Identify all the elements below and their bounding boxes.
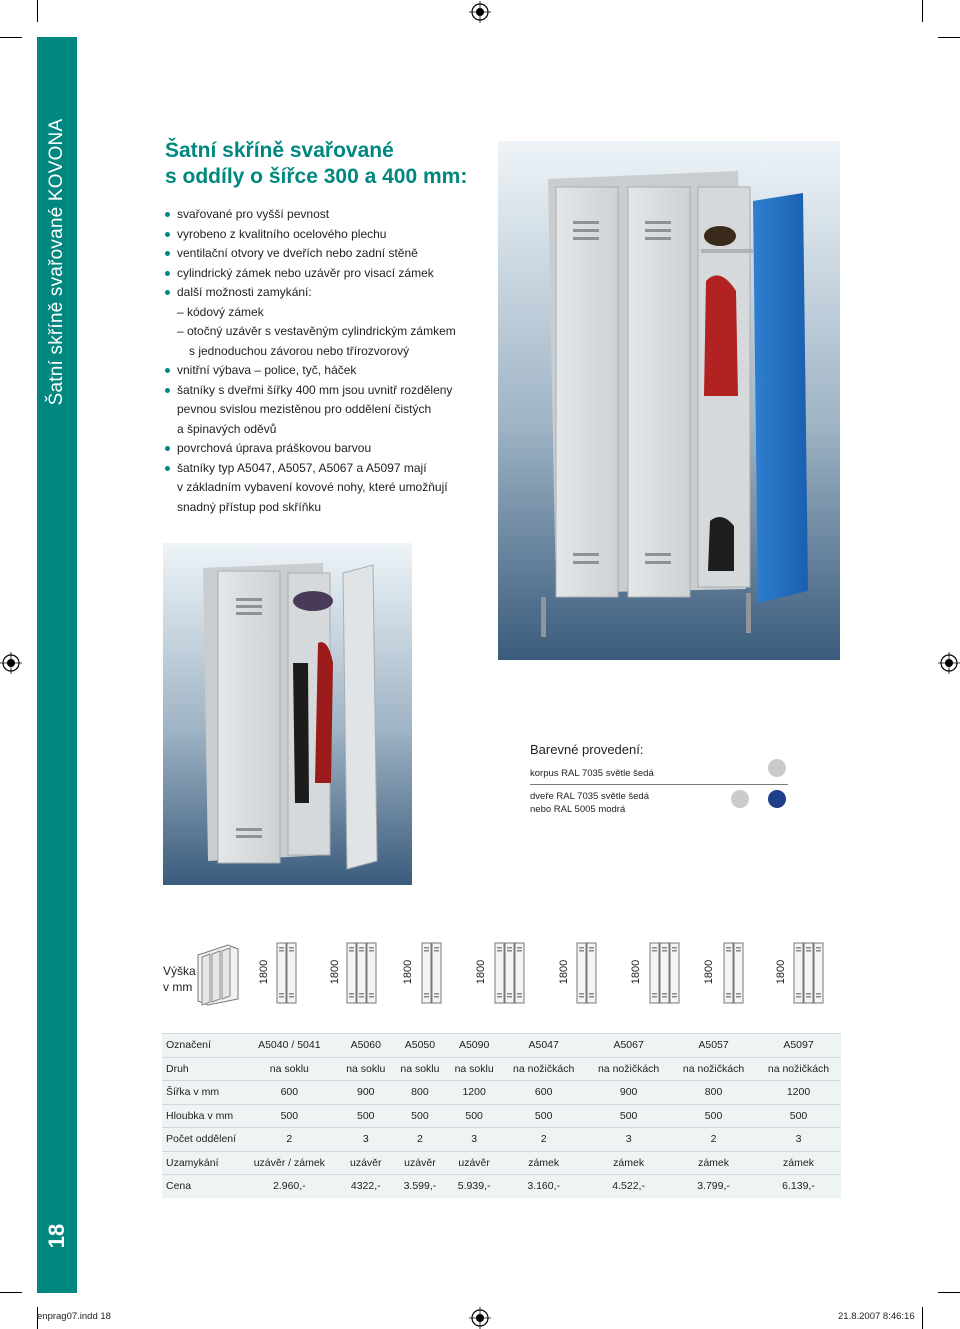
table-cell: A5060 bbox=[339, 1034, 393, 1058]
row-label: Počet oddělení bbox=[162, 1128, 240, 1152]
locker-perspective-icon bbox=[194, 941, 242, 1007]
row-label: Označení bbox=[162, 1034, 240, 1058]
table-cell: 5.939,- bbox=[447, 1175, 501, 1198]
swatch-door-blue bbox=[768, 790, 786, 808]
table-cell: 500 bbox=[240, 1104, 339, 1128]
table-cell: A5097 bbox=[756, 1034, 841, 1058]
registration-mark-right bbox=[938, 652, 960, 674]
table-cell: 3 bbox=[447, 1128, 501, 1152]
registration-mark-bottom bbox=[469, 1307, 491, 1329]
row-label: Cena bbox=[162, 1175, 240, 1198]
product-photo-small bbox=[163, 543, 412, 885]
swatch-light-grey bbox=[768, 759, 786, 777]
locker-schematic-icon bbox=[420, 941, 444, 1007]
table-cell: 600 bbox=[240, 1081, 339, 1105]
table-cell: na soklu bbox=[447, 1057, 501, 1081]
feature-item: šatníky typ A5047, A5057, A5067 a A5097 mají bbox=[165, 459, 485, 479]
table-row bbox=[162, 1081, 841, 1105]
height-label bbox=[163, 963, 196, 995]
table-cell: 500 bbox=[586, 1104, 671, 1128]
feature-item: – kódový zámek bbox=[177, 304, 264, 319]
heading-line-1: Šatní skříně svařované bbox=[165, 139, 394, 162]
table-cell: na nožičkách bbox=[586, 1057, 671, 1081]
table-cell: zámek bbox=[586, 1151, 671, 1175]
spec-table bbox=[162, 1033, 841, 1198]
row-label: Hloubka v mm bbox=[162, 1104, 240, 1128]
feature-item: další možnosti zamykání: bbox=[165, 283, 485, 303]
table-cell: 4.522,- bbox=[586, 1175, 671, 1198]
table-cell: 3.599,- bbox=[393, 1175, 447, 1198]
table-cell: na soklu bbox=[393, 1057, 447, 1081]
locker-schematic-icon bbox=[722, 941, 746, 1007]
table-cell: 2 bbox=[671, 1128, 756, 1152]
table-cell: 3 bbox=[756, 1128, 841, 1152]
feature-item: svařované pro vyšší pevnost bbox=[165, 205, 485, 225]
table-cell: 500 bbox=[671, 1104, 756, 1128]
feature-item: vyrobeno z kvalitního ocelového plechu bbox=[165, 225, 485, 245]
table-cell: 800 bbox=[671, 1081, 756, 1105]
feature-item: pevnou svislou mezistěnou pro oddělení čistých bbox=[177, 402, 432, 416]
feature-item: v základním vybavení kovové nohy, které umožňují bbox=[177, 480, 448, 494]
height-value: 1800 bbox=[402, 959, 415, 985]
table-cell: 2 bbox=[240, 1128, 339, 1152]
table-cell: 600 bbox=[501, 1081, 586, 1105]
table-cell: 900 bbox=[586, 1081, 671, 1105]
colors-door-blue: nebo RAL 5005 modrá bbox=[530, 804, 626, 815]
feature-item: – otočný uzávěr s vestavěným cylindrickým zámkem bbox=[177, 324, 456, 338]
divider bbox=[530, 784, 788, 785]
table-row bbox=[162, 1175, 841, 1198]
feature-item: cylindrický zámek nebo uzávěr pro visací zámek bbox=[165, 264, 485, 284]
table-cell: A5040 / 5041 bbox=[240, 1034, 339, 1058]
height-value: 1800 bbox=[558, 959, 571, 985]
table-cell: na soklu bbox=[240, 1057, 339, 1081]
locker-schematic-icon bbox=[648, 941, 682, 1007]
locker-schematic-icon bbox=[345, 941, 379, 1007]
table-cell: 2 bbox=[501, 1128, 586, 1152]
table-cell: 500 bbox=[393, 1104, 447, 1128]
feature-item: ventilační otvory ve dveřích nebo zadní stěně bbox=[165, 244, 485, 264]
table-cell: A5057 bbox=[671, 1034, 756, 1058]
page-heading bbox=[165, 138, 467, 190]
registration-mark-left bbox=[0, 652, 22, 674]
table-cell: 900 bbox=[339, 1081, 393, 1105]
row-label: Druh bbox=[162, 1057, 240, 1081]
feature-item: šatníky s dveřmi šířky 400 mm jsou uvnitř rozděleny bbox=[165, 381, 485, 401]
table-cell: uzávěr bbox=[339, 1151, 393, 1175]
height-value: 1800 bbox=[475, 959, 488, 985]
feature-item: povrchová úprava práškovou barvou bbox=[165, 439, 485, 459]
table-cell: A5090 bbox=[447, 1034, 501, 1058]
height-value: 1800 bbox=[703, 959, 716, 985]
feature-item: snadný přístup pod skříňku bbox=[177, 499, 322, 514]
table-cell: 2.960,- bbox=[240, 1175, 339, 1198]
table-cell: 500 bbox=[447, 1104, 501, 1128]
table-cell: 6.139,- bbox=[756, 1175, 841, 1198]
table-cell: A5050 bbox=[393, 1034, 447, 1058]
feature-item: vnitřní výbava – police, tyč, háček bbox=[165, 361, 485, 381]
locker-schematic-icon bbox=[493, 941, 527, 1007]
table-cell: 1200 bbox=[756, 1081, 841, 1105]
table-row bbox=[162, 1128, 841, 1152]
height-value: 1800 bbox=[329, 959, 342, 985]
table-row bbox=[162, 1034, 841, 1058]
colors-korpus: korpus RAL 7035 světle šedá bbox=[530, 768, 654, 779]
table-cell: 3.160,- bbox=[501, 1175, 586, 1198]
table-row bbox=[162, 1104, 841, 1128]
table-row bbox=[162, 1057, 841, 1081]
feature-list bbox=[165, 205, 485, 517]
table-cell: 2 bbox=[393, 1128, 447, 1152]
table-cell: na nožičkách bbox=[501, 1057, 586, 1081]
table-cell: uzávěr bbox=[447, 1151, 501, 1175]
feature-item: s jednoduchou závorou nebo třírozvorový bbox=[189, 343, 410, 358]
table-cell: 500 bbox=[756, 1104, 841, 1128]
table-cell: 500 bbox=[501, 1104, 586, 1128]
locker-schematic-icon bbox=[792, 941, 826, 1007]
table-cell: 3 bbox=[339, 1128, 393, 1152]
table-cell: 3 bbox=[586, 1128, 671, 1152]
page-number: 18 bbox=[44, 1223, 69, 1249]
colors-door-grey: dveře RAL 7035 světle šedá bbox=[530, 791, 650, 802]
footer-date: 21.8.2007 8:46:16 bbox=[838, 1311, 915, 1322]
sidebar-title: Šatní skříně svařované KOVONA bbox=[46, 118, 67, 406]
table-cell: zámek bbox=[501, 1151, 586, 1175]
table-cell: 500 bbox=[339, 1104, 393, 1128]
table-cell: 800 bbox=[393, 1081, 447, 1105]
footer-file: enprag07.indd 18 bbox=[37, 1311, 111, 1322]
table-cell: 3.799,- bbox=[671, 1175, 756, 1198]
table-cell: A5047 bbox=[501, 1034, 586, 1058]
feature-item: a špinavých oděvů bbox=[177, 421, 277, 436]
row-label: Šířka v mm bbox=[162, 1081, 240, 1105]
table-cell: na soklu bbox=[339, 1057, 393, 1081]
table-cell: 1200 bbox=[447, 1081, 501, 1105]
height-label-line-1: Výška bbox=[163, 964, 196, 978]
table-cell: uzávěr / zámek bbox=[240, 1151, 339, 1175]
heading-line-2: s oddíly o šířce 300 a 400 mm: bbox=[165, 165, 468, 188]
height-label-line-2: v mm bbox=[163, 980, 193, 994]
table-cell: na nožičkách bbox=[671, 1057, 756, 1081]
table-cell: uzávěr bbox=[393, 1151, 447, 1175]
row-label: Uzamykání bbox=[162, 1151, 240, 1175]
locker-schematic-icon bbox=[275, 941, 299, 1007]
height-value: 1800 bbox=[775, 959, 788, 985]
registration-mark-top bbox=[469, 1, 491, 23]
table-cell: zámek bbox=[671, 1151, 756, 1175]
table-cell: na nožičkách bbox=[756, 1057, 841, 1081]
height-value: 1800 bbox=[258, 959, 271, 985]
table-cell: 4322,- bbox=[339, 1175, 393, 1198]
table-cell: A5067 bbox=[586, 1034, 671, 1058]
locker-schematic-icon bbox=[575, 941, 599, 1007]
height-value: 1800 bbox=[630, 959, 643, 985]
table-cell: zámek bbox=[756, 1151, 841, 1175]
table-row bbox=[162, 1151, 841, 1175]
product-photo-large bbox=[498, 141, 840, 660]
swatch-door-grey bbox=[731, 790, 749, 808]
colors-title: Barevné provedení: bbox=[530, 742, 644, 757]
